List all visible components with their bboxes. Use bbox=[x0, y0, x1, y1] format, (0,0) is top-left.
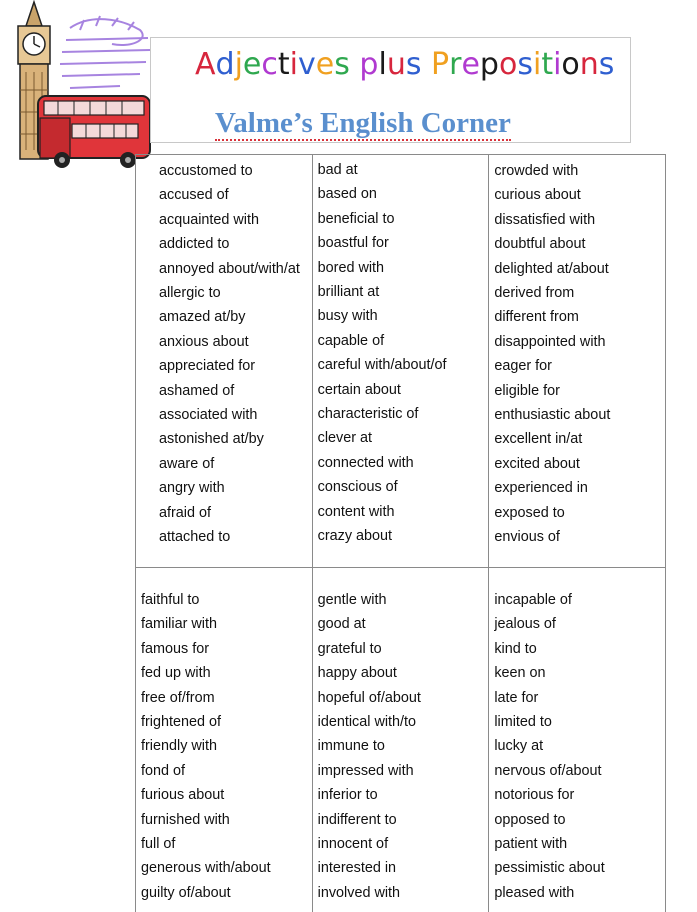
word-list bbox=[313, 568, 489, 905]
list-item: clever at bbox=[318, 426, 489, 450]
list-item: derived from bbox=[494, 281, 665, 305]
list-item: fond of bbox=[141, 759, 312, 783]
table-cell bbox=[136, 568, 313, 912]
list-item: conscious of bbox=[318, 475, 489, 499]
list-item: experienced in bbox=[494, 476, 665, 500]
table-row bbox=[136, 568, 666, 912]
table-cell bbox=[489, 568, 666, 912]
list-item: content with bbox=[318, 500, 489, 524]
list-item: familiar with bbox=[141, 612, 312, 636]
list-item: gentle with bbox=[318, 588, 489, 612]
list-item: different from bbox=[494, 305, 665, 329]
table-cell bbox=[312, 155, 489, 568]
list-item: exposed to bbox=[494, 501, 665, 525]
list-item: indifferent to bbox=[318, 808, 489, 832]
list-item: guilty of/about bbox=[141, 881, 312, 905]
table-row bbox=[136, 155, 666, 568]
list-item: angry with bbox=[159, 476, 312, 500]
list-item: lucky at bbox=[494, 734, 665, 758]
list-item: aware of bbox=[159, 452, 312, 476]
list-item: bored with bbox=[318, 256, 489, 280]
list-item: notorious for bbox=[494, 783, 665, 807]
list-item: characteristic of bbox=[318, 402, 489, 426]
list-item: kind to bbox=[494, 637, 665, 661]
list-item: identical with/to bbox=[318, 710, 489, 734]
list-item: immune to bbox=[318, 734, 489, 758]
list-item: boastful for bbox=[318, 231, 489, 255]
list-item: allergic to bbox=[159, 281, 312, 305]
list-item: faithful to bbox=[141, 588, 312, 612]
table-cell bbox=[489, 155, 666, 568]
list-item: good at bbox=[318, 612, 489, 636]
list-item: curious about bbox=[494, 183, 665, 207]
list-item: furnished with bbox=[141, 808, 312, 832]
list-item: free of/from bbox=[141, 686, 312, 710]
london-bus-big-ben-clipart bbox=[0, 0, 160, 170]
list-item: happy about bbox=[318, 661, 489, 685]
bus-icon bbox=[38, 96, 150, 168]
list-item: opposed to bbox=[494, 808, 665, 832]
list-item: pessimistic about bbox=[494, 856, 665, 880]
document-subtitle bbox=[215, 107, 511, 140]
list-item: careful with/about/of bbox=[318, 353, 489, 377]
list-item: limited to bbox=[494, 710, 665, 734]
list-item: attached to bbox=[159, 525, 312, 549]
list-item: jealous of bbox=[494, 612, 665, 636]
list-item: furious about bbox=[141, 783, 312, 807]
table-cell bbox=[312, 568, 489, 912]
list-item: interested in bbox=[318, 856, 489, 880]
list-item: involved with bbox=[318, 881, 489, 905]
list-item: patient with bbox=[494, 832, 665, 856]
word-list bbox=[136, 568, 312, 905]
list-item: certain about bbox=[318, 378, 489, 402]
list-item: inferior to bbox=[318, 783, 489, 807]
list-item: late for bbox=[494, 686, 665, 710]
list-item: excellent in/at bbox=[494, 427, 665, 451]
vocabulary-table bbox=[135, 154, 666, 912]
list-item: amazed at/by bbox=[159, 305, 312, 329]
list-item: appreciated for bbox=[159, 354, 312, 378]
list-item: busy with bbox=[318, 304, 489, 328]
list-item: anxious about bbox=[159, 330, 312, 354]
list-item: ashamed of bbox=[159, 379, 312, 403]
list-item: delighted at/about bbox=[494, 257, 665, 281]
list-item: hopeful of/about bbox=[318, 686, 489, 710]
list-item: annoyed about/with/at bbox=[159, 257, 312, 281]
list-item: crowded with bbox=[494, 159, 665, 183]
sky-scribble-icon bbox=[60, 16, 150, 88]
list-item: astonished at/by bbox=[159, 427, 312, 451]
list-item: nervous of/about bbox=[494, 759, 665, 783]
list-item: generous with/about bbox=[141, 856, 312, 880]
word-list bbox=[313, 155, 489, 549]
list-item: addicted to bbox=[159, 232, 312, 256]
table-cell bbox=[136, 155, 313, 568]
list-item: associated with bbox=[159, 403, 312, 427]
list-item: connected with bbox=[318, 451, 489, 475]
list-item: accused of bbox=[159, 183, 312, 207]
list-item: capable of bbox=[318, 329, 489, 353]
list-item: disappointed with bbox=[494, 330, 665, 354]
list-item: eligible for bbox=[494, 379, 665, 403]
list-item: based on bbox=[318, 182, 489, 206]
list-item: crazy about bbox=[318, 524, 489, 548]
list-item: famous for bbox=[141, 637, 312, 661]
list-item: dissatisfied with bbox=[494, 208, 665, 232]
list-item: doubtful about bbox=[494, 232, 665, 256]
list-item: eager for bbox=[494, 354, 665, 378]
list-item: grateful to bbox=[318, 637, 489, 661]
list-item: pleased with bbox=[494, 881, 665, 905]
list-item: innocent of bbox=[318, 832, 489, 856]
list-item: bad at bbox=[318, 158, 489, 182]
list-item: acquainted with bbox=[159, 208, 312, 232]
list-item: accustomed to bbox=[159, 159, 312, 183]
document-title: Adjectives plus Prepositions bbox=[195, 47, 614, 82]
list-item: brilliant at bbox=[318, 280, 489, 304]
list-item: full of bbox=[141, 832, 312, 856]
list-item: frightened of bbox=[141, 710, 312, 734]
list-item: friendly with bbox=[141, 734, 312, 758]
list-item: beneficial to bbox=[318, 207, 489, 231]
list-item: fed up with bbox=[141, 661, 312, 685]
word-list bbox=[136, 155, 312, 550]
list-item: impressed with bbox=[318, 759, 489, 783]
list-item: excited about bbox=[494, 452, 665, 476]
list-item: keen on bbox=[494, 661, 665, 685]
list-item: envious of bbox=[494, 525, 665, 549]
list-item: afraid of bbox=[159, 501, 312, 525]
list-item: incapable of bbox=[494, 588, 665, 612]
word-list bbox=[489, 155, 665, 550]
list-item: enthusiastic about bbox=[494, 403, 665, 427]
subtitle-text: Valme’s English Corner bbox=[215, 107, 511, 141]
word-list bbox=[489, 568, 665, 905]
